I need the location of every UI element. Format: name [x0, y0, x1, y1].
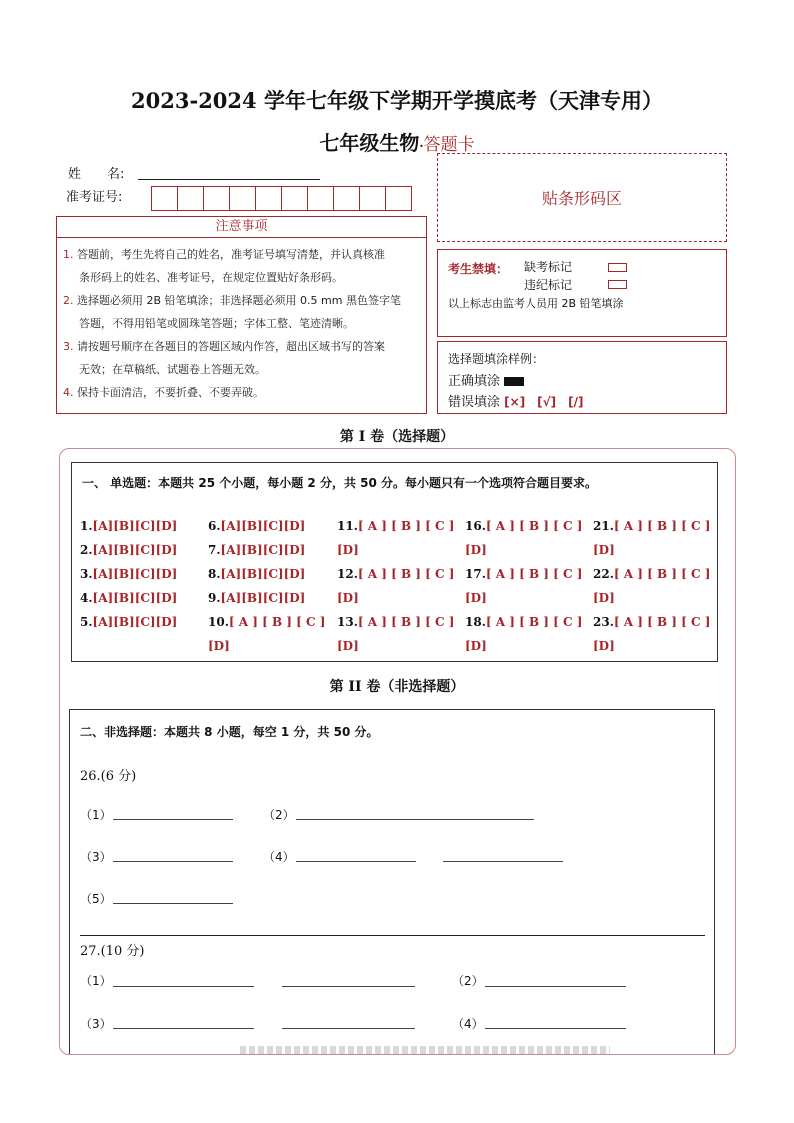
q26-blank-3-label: （3）	[80, 850, 112, 864]
subtitle-dot: ·	[419, 139, 424, 153]
option-d-wrapped[interactable]: [D]	[208, 639, 230, 653]
q26-blank-4-label: （4）	[263, 850, 295, 864]
part1-title: 第 I 卷（选择题）	[339, 429, 455, 445]
id-digit-box[interactable]	[229, 186, 256, 211]
filled-mark-icon	[504, 377, 524, 386]
q26-blank-2-label: （2）	[263, 808, 295, 822]
answer-options[interactable]: [ A ] [ B ] [ C ]	[228, 615, 326, 629]
choice-question[interactable]	[593, 615, 710, 629]
exam-title: 2023-2024 学年七年级下学期开学摸底考（天津专用）	[131, 88, 663, 113]
choice-question[interactable]	[208, 615, 325, 629]
question-number: 18.	[465, 615, 486, 629]
note-text: 保持卡面清洁，不要折叠、不要弄破。	[77, 386, 264, 399]
answer-options[interactable]: [ A ] [ B ] [ C ]	[485, 567, 583, 581]
option-d-wrapped[interactable]: [D]	[465, 543, 487, 557]
choice-question[interactable]	[208, 567, 305, 581]
q26-answer-line-5[interactable]	[113, 903, 233, 904]
id-label: 准考证号:	[66, 190, 123, 205]
note-text: 无效；在草稿纸、试题卷上答题无效。	[79, 363, 266, 376]
id-digit-box[interactable]	[333, 186, 360, 211]
q27-blank-2-label: （2）	[452, 974, 484, 988]
choice-question[interactable]	[80, 615, 177, 629]
note-item-2	[63, 289, 423, 335]
q26-answer-line-2[interactable]	[296, 819, 534, 820]
question-number: 6.	[208, 519, 221, 533]
id-digit-box[interactable]	[203, 186, 230, 211]
q27-answer-line-3a[interactable]	[113, 1028, 254, 1029]
answer-options[interactable]: [A][B][C][D]	[92, 519, 178, 533]
option-d-wrapped[interactable]: [D]	[593, 543, 615, 557]
answer-options[interactable]: [ A ] [ B ] [ C ]	[485, 615, 583, 629]
absent-mark-label: 缺考标记	[524, 260, 573, 274]
violation-mark-label: 违纪标记	[524, 278, 573, 292]
q27-heading: 27.(10 分)	[80, 944, 145, 959]
answer-options[interactable]: [ A ] [ B ] [ C ]	[613, 519, 711, 533]
answer-options[interactable]: [A][B][C][D]	[220, 591, 306, 605]
id-digit-box[interactable]	[385, 186, 412, 211]
id-digit-box[interactable]	[359, 186, 386, 211]
answer-options[interactable]: [ A ] [ B ] [ C ]	[613, 567, 711, 581]
question-number: 1.	[80, 519, 93, 533]
question-number: 3.	[80, 567, 93, 581]
option-d-wrapped[interactable]: [D]	[337, 639, 359, 653]
nonchoice-instructions: 二、非选择题：本题共 8 小题，每空 1 分，共 50 分。	[80, 725, 379, 739]
question-number: 22.	[593, 567, 614, 581]
id-digit-box[interactable]	[151, 186, 178, 211]
q26-heading: 26.(6 分)	[80, 769, 137, 784]
q26-answer-line-1[interactable]	[113, 819, 233, 820]
q27-answer-line-2[interactable]	[485, 986, 626, 987]
option-d-wrapped[interactable]: [D]	[465, 591, 487, 605]
answer-options[interactable]: [A][B][C][D]	[92, 591, 178, 605]
question-number: 11.	[337, 519, 358, 533]
forbidden-heading: 考生禁填：	[448, 262, 509, 276]
note-text: 选择题必须用 2B 铅笔填涂；非选择题必须用 0.5 mm 黑色签字笔	[77, 294, 401, 307]
choice-question[interactable]	[593, 567, 710, 581]
q27-answer-line-3b[interactable]	[282, 1028, 415, 1029]
note-item-4	[63, 381, 423, 404]
q26-blank-5-label: （5）	[80, 892, 112, 906]
id-digit-box[interactable]	[177, 186, 204, 211]
answer-options[interactable]: [A][B][C][D]	[220, 543, 306, 557]
notes-heading: 注意事项	[57, 217, 426, 238]
name-input-line[interactable]	[138, 178, 320, 180]
question-number: 17.	[465, 567, 486, 581]
choice-question[interactable]	[208, 519, 305, 533]
question-number: 9.	[208, 591, 221, 605]
choice-question[interactable]	[593, 519, 710, 533]
note-text: 条形码上的姓名、准考证号，在规定位置贴好条形码。	[79, 271, 343, 284]
answer-options[interactable]: [A][B][C][D]	[92, 615, 178, 629]
forbidden-fill-panel	[437, 249, 727, 337]
correct-sample	[448, 370, 524, 389]
q26-blank-1-label: （1）	[80, 808, 112, 822]
question-number: 13.	[337, 615, 358, 629]
answer-options[interactable]: [ A ] [ B ] [ C ]	[357, 519, 455, 533]
faint-bleed-text	[240, 1046, 610, 1054]
note-item-3	[63, 335, 423, 381]
q27-blank-4-label: （4）	[452, 1017, 484, 1031]
choice-question[interactable]	[80, 567, 177, 581]
barcode-area: 贴条形码区	[437, 153, 727, 242]
absent-mark-box[interactable]	[608, 263, 627, 272]
choice-section	[71, 462, 718, 662]
option-d-wrapped[interactable]: [D]	[593, 591, 615, 605]
subject-label: 七年级生物	[319, 131, 420, 155]
nonchoice-section	[69, 709, 715, 1054]
choice-question[interactable]	[465, 519, 582, 533]
note-number: 3.	[63, 340, 74, 353]
note-text: 请按题号顺序在各题目的答题区域内作答，超出区域书写的答案	[77, 340, 385, 353]
q27-answer-line-1b[interactable]	[282, 986, 415, 987]
id-digit-box[interactable]	[255, 186, 282, 211]
question-divider	[80, 935, 705, 936]
choice-question[interactable]	[337, 519, 454, 533]
part2-title: 第 II 卷（非选择题）	[329, 679, 465, 695]
question-number: 2.	[80, 543, 93, 557]
violation-mark-box[interactable]	[608, 280, 627, 289]
note-text: 答题前，考生先将自己的姓名，准考证号填写清楚，并认真核准	[77, 248, 385, 261]
choice-question[interactable]	[465, 615, 582, 629]
answer-options[interactable]: [ A ] [ B ] [ C ]	[613, 615, 711, 629]
option-d-wrapped[interactable]: [D]	[465, 639, 487, 653]
question-number: 8.	[208, 567, 221, 581]
fill-sample-panel	[437, 341, 727, 414]
choice-question[interactable]	[337, 567, 454, 581]
question-number: 21.	[593, 519, 614, 533]
answer-options[interactable]: [A][B][C][D]	[92, 567, 178, 581]
note-text: 答题，不得用铅笔或圆珠笔答题；字体工整、笔迹清晰。	[79, 317, 354, 330]
q26-answer-line-4a[interactable]	[296, 861, 416, 862]
q27-blank-3-label: （3）	[80, 1017, 112, 1031]
q27-answer-line-4[interactable]	[485, 1028, 626, 1029]
question-number: 12.	[337, 567, 358, 581]
q26-answer-line-4b[interactable]	[443, 861, 563, 862]
sample-heading: 选择题填涂样例：	[448, 352, 545, 366]
answer-options[interactable]: [A][B][C][D]	[220, 519, 306, 533]
answer-options[interactable]: [A][B][C][D]	[220, 567, 306, 581]
id-digit-box[interactable]	[281, 186, 308, 211]
wrong-label: 错误填涂	[448, 395, 501, 410]
note-number: 1.	[63, 248, 74, 261]
correct-label: 正确填涂	[448, 374, 501, 389]
option-d-wrapped[interactable]: [D]	[337, 591, 359, 605]
question-number: 10.	[208, 615, 229, 629]
q27-answer-line-1a[interactable]	[113, 986, 254, 987]
choice-question[interactable]	[80, 591, 177, 605]
option-d-wrapped[interactable]: [D]	[593, 639, 615, 653]
choice-question[interactable]	[337, 615, 454, 629]
choice-question[interactable]	[80, 519, 177, 533]
option-d-wrapped[interactable]: [D]	[337, 543, 359, 557]
q26-answer-line-3[interactable]	[113, 861, 233, 862]
card-subtitle	[0, 127, 794, 156]
answer-options[interactable]: [ A ] [ B ] [ C ]	[485, 519, 583, 533]
choice-question[interactable]	[465, 567, 582, 581]
q27-blank-1-label: （1）	[80, 974, 112, 988]
choice-question[interactable]	[208, 591, 305, 605]
question-number: 5.	[80, 615, 93, 629]
name-label: 姓 名:	[68, 167, 125, 182]
forbidden-note: 以上标志由监考人员用 2B 铅笔填涂	[448, 297, 624, 310]
answer-options[interactable]: [ A ] [ B ] [ C ]	[357, 615, 455, 629]
notes-panel	[56, 216, 427, 414]
question-number: 16.	[465, 519, 486, 533]
note-number: 2.	[63, 294, 74, 307]
answer-options[interactable]: [A][B][C][D]	[92, 543, 178, 557]
card-label: 答题卡	[423, 135, 475, 155]
choice-question[interactable]	[80, 543, 177, 557]
question-number: 7.	[208, 543, 221, 557]
question-number: 23.	[593, 615, 614, 629]
choice-question[interactable]	[208, 543, 305, 557]
note-number: 4.	[63, 386, 74, 399]
exam-id-boxes[interactable]	[151, 186, 411, 210]
note-item-1	[63, 243, 423, 289]
wrong-marks: [×] [√] [/]	[504, 395, 584, 409]
wrong-sample	[448, 391, 584, 410]
id-digit-box[interactable]	[307, 186, 334, 211]
answer-options[interactable]: [ A ] [ B ] [ C ]	[357, 567, 455, 581]
question-number: 4.	[80, 591, 93, 605]
choice-instructions: 一、 单选题：本题共 25 个小题，每小题 2 分，共 50 分。每小题只有一个选项符合题目要求。	[82, 476, 597, 490]
